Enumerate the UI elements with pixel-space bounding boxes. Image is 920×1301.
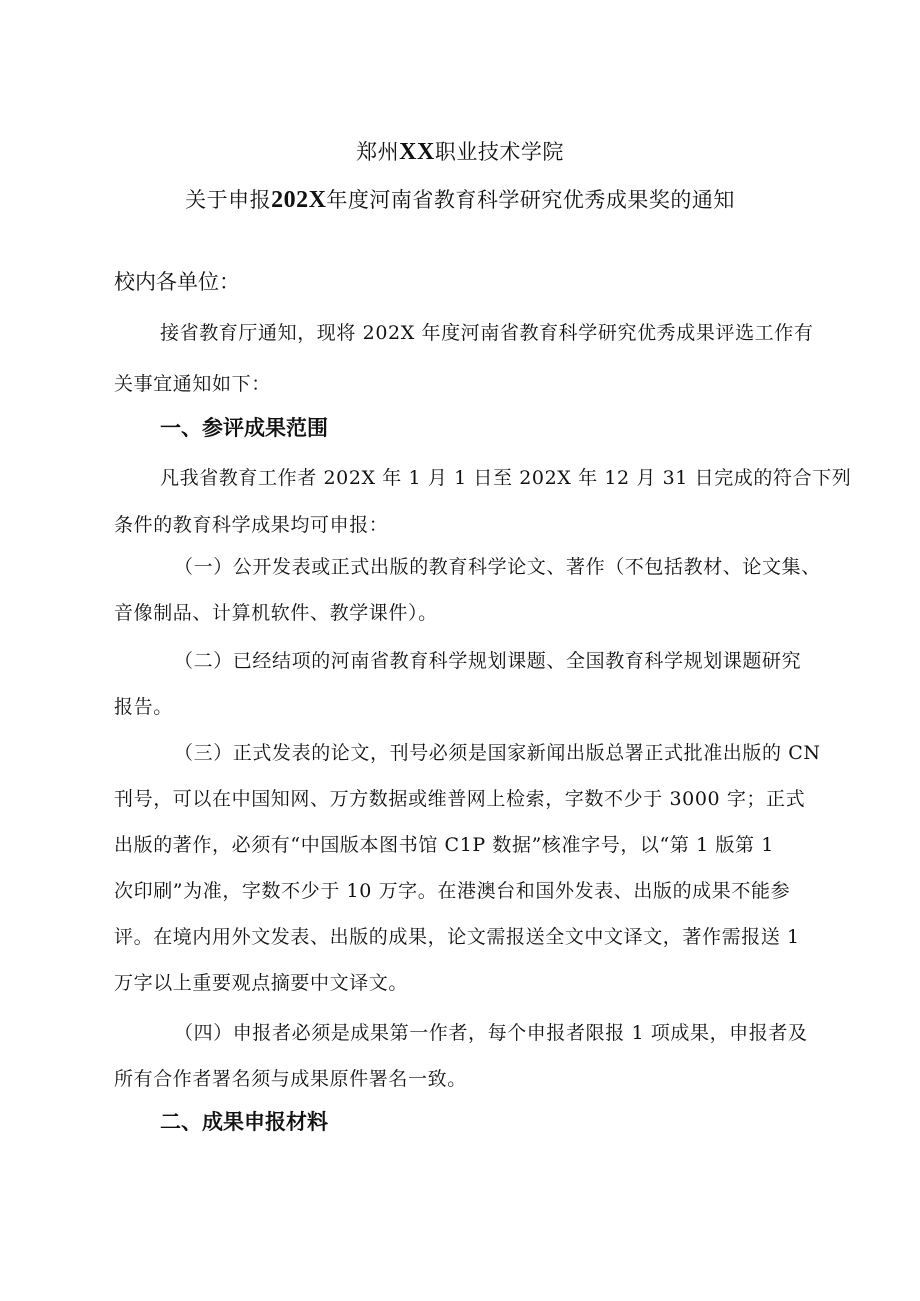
title-line1-pre: 郑州 <box>356 140 400 164</box>
section1-intro-line-2: 条件的教育科学成果均可申报： <box>114 514 389 536</box>
item3-line-4: 次印刷”为准，字数不少于 10 万字。在港澳台和国外发表、出版的成果不能参 <box>114 880 791 902</box>
item4-line-1: （四）申报者必须是成果第一作者，每个申报者限报 1 项成果，申报者及 <box>174 1022 808 1044</box>
salutation: 校内各单位： <box>114 270 240 294</box>
item3-line-5: 评。在境内用外文发表、出版的成果，论文需报送全文中文译文，著作需报送 1 <box>114 926 800 948</box>
item3-line-6: 万字以上重要观点摘要中文译文。 <box>114 972 409 994</box>
item1-line-2: 音像制品、计算机软件、教学课件）。 <box>114 602 438 624</box>
item1-line-1: （一）公开发表或正式出版的教育科学论文、著作（不包括教材、论文集、 <box>174 556 821 578</box>
document-title-line2 <box>0 184 920 214</box>
item4-line-2: 所有合作者署名须与成果原件署名一致。 <box>114 1068 467 1090</box>
title-line2-post: 年度河南省教育科学研究优秀成果奖的通知 <box>326 188 735 212</box>
title-line1-post: 职业技术学院 <box>434 140 564 164</box>
title-line2-pre: 关于申报 <box>185 188 272 212</box>
item3-line-1: （三）正式发表的论文，刊号必须是国家新闻出版总署正式批准出版的 CN <box>174 742 821 764</box>
section2-heading: 二、成果申报材料 <box>160 1110 328 1134</box>
document-title-line1 <box>0 136 920 166</box>
item2-line-1: （二）已经结项的河南省教育科学规划课题、全国教育科学规划课题研究 <box>174 650 802 672</box>
title-line1-bold: XX <box>399 139 435 165</box>
item2-line-2: 报告。 <box>114 696 173 718</box>
item3-line-3: 出版的著作，必须有“中国版本图书馆 C1P 数据”核准字号，以“第 1 版第 1 <box>114 834 774 856</box>
title-line2-bold: 202X <box>271 187 327 213</box>
section1-heading: 一、参评成果范围 <box>160 416 328 440</box>
section1-intro-line-1: 凡我省教育工作者 202X 年 1 月 1 日至 202X 年 12 月 31 日完成的符合下列 <box>160 467 852 489</box>
item3-line-2: 刊号，可以在中国知网、万方数据或维普网上检索，字数不少于 3000 字；正式 <box>114 788 806 810</box>
intro-line-1: 接省教育厅通知，现将 202X 年度河南省教育科学研究优秀成果评选工作有 <box>160 322 814 344</box>
intro-line-2: 关事宜通知如下： <box>114 373 271 395</box>
